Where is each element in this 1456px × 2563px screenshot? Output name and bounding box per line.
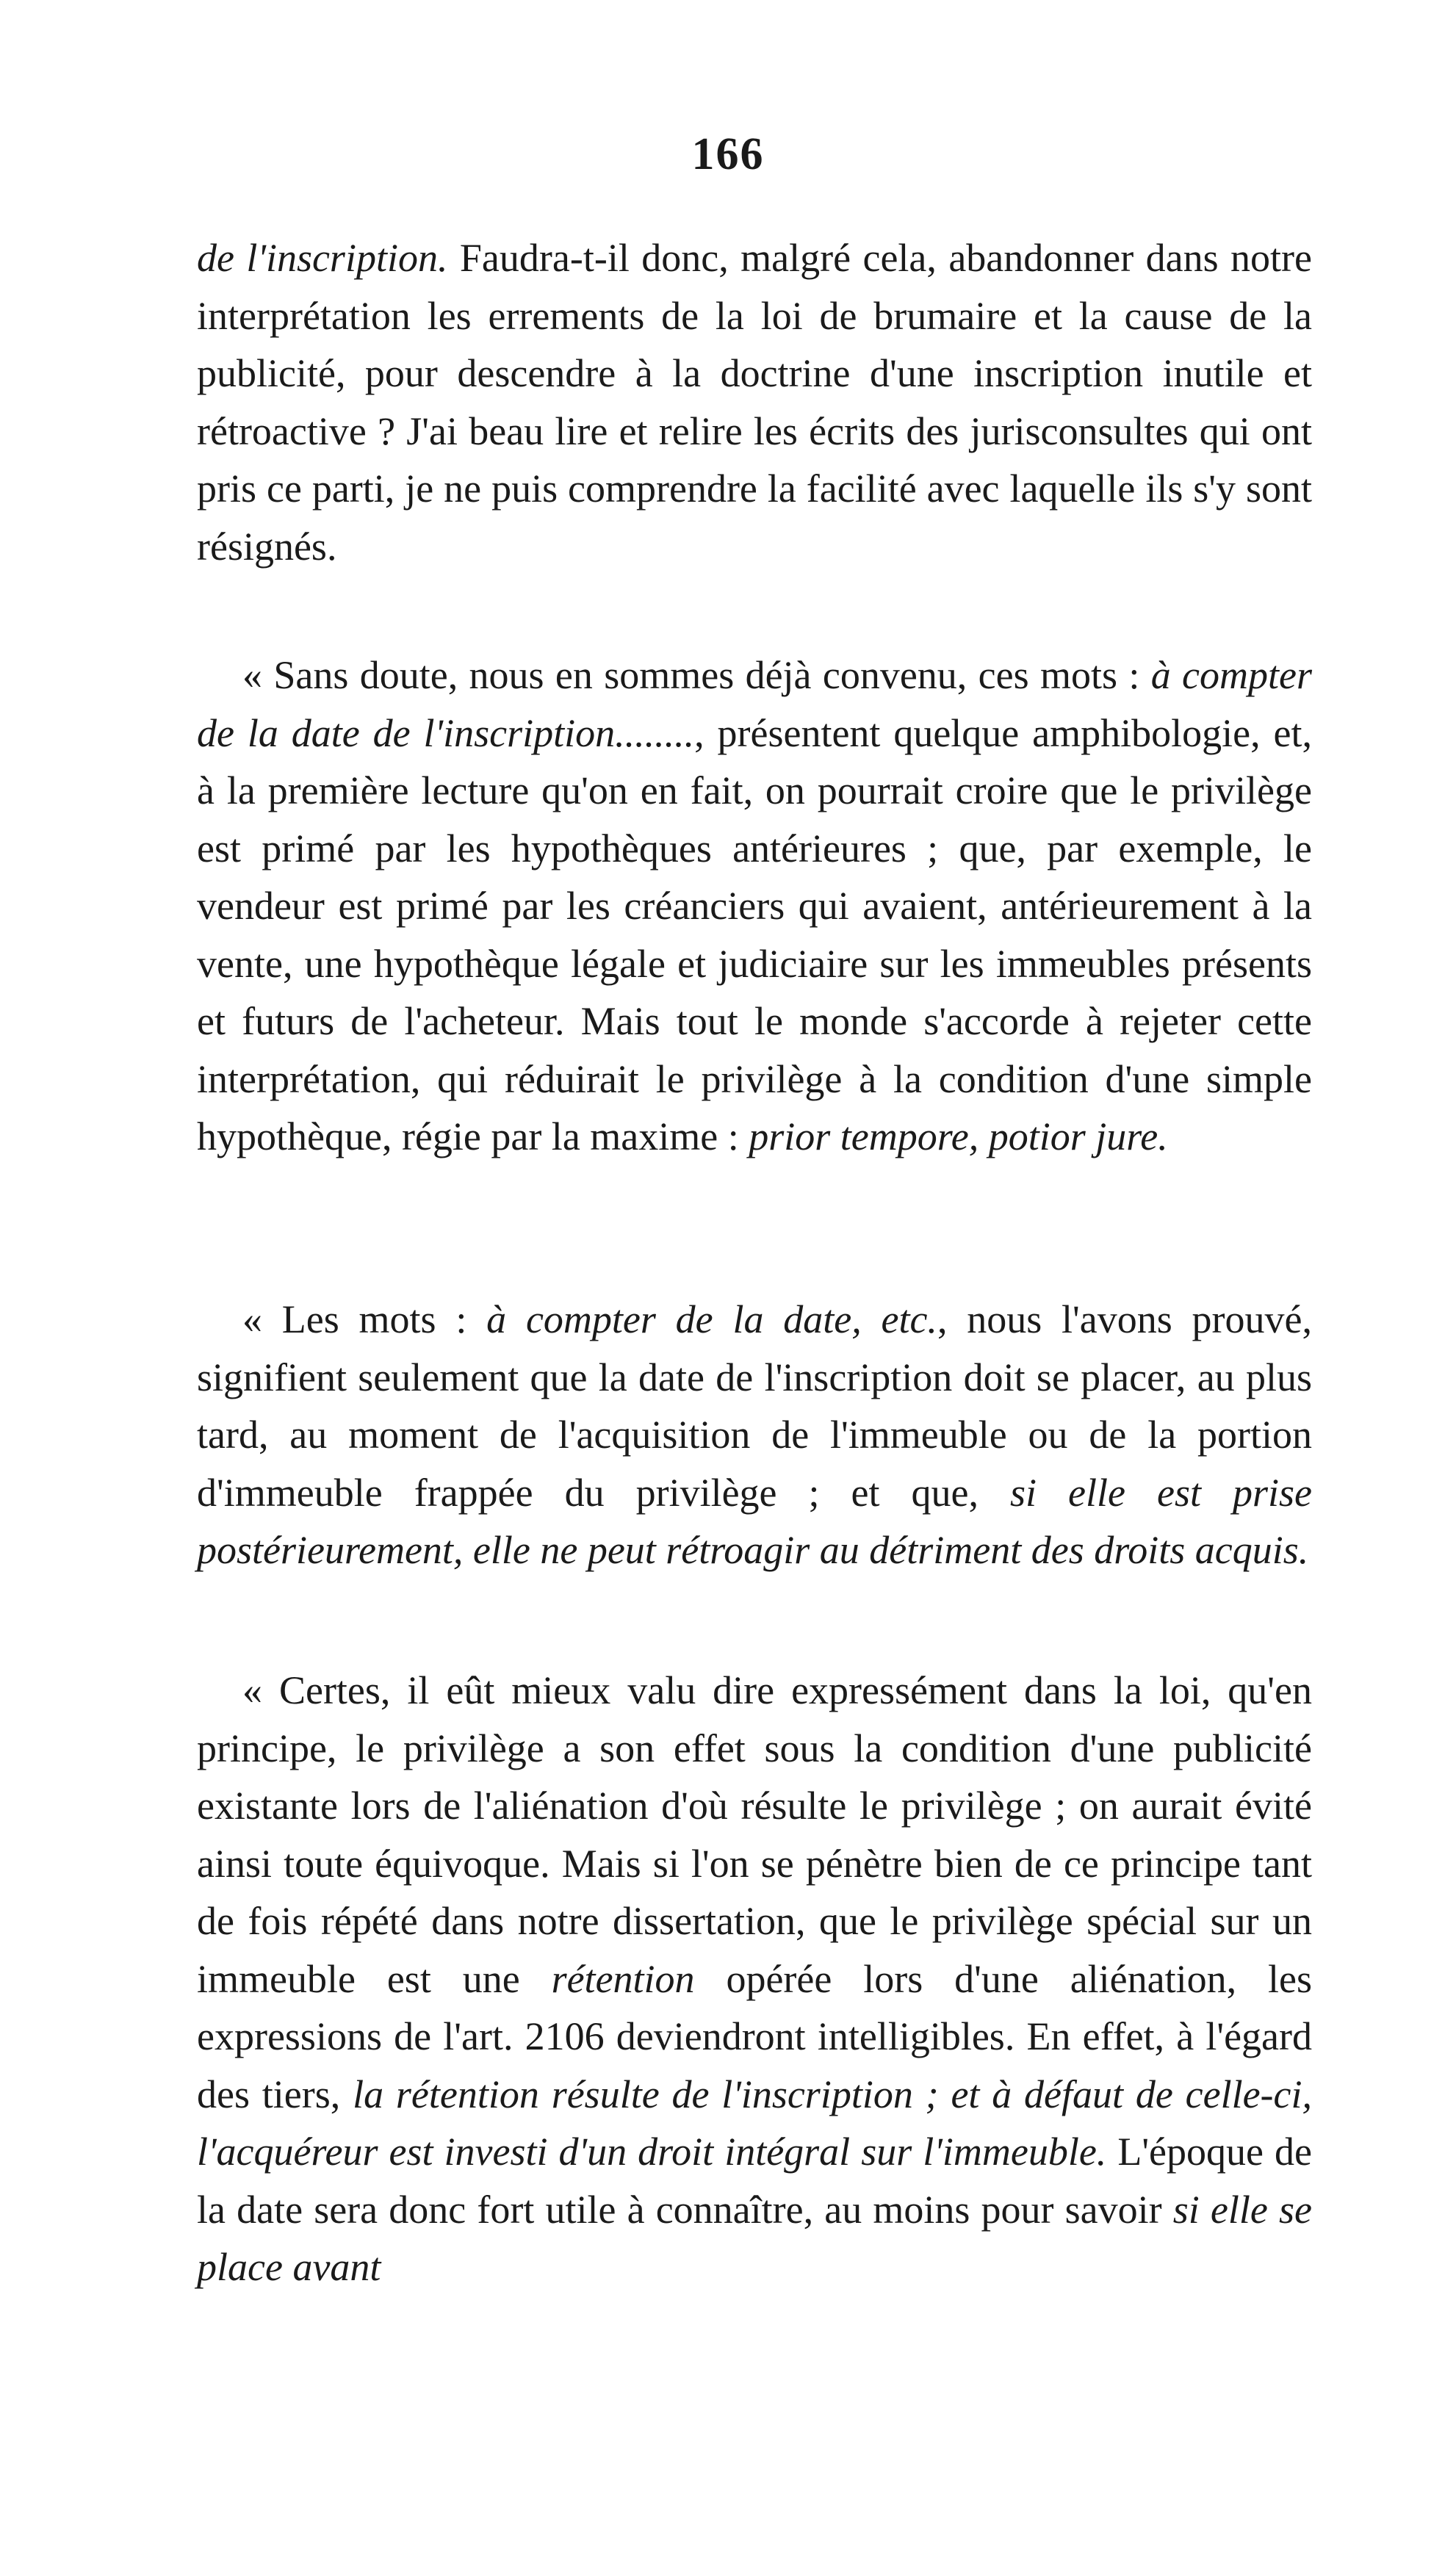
italic-segment: à compter de la date, etc. [486, 1297, 937, 1341]
text-segment: « Sans doute, nous en sommes déjà convenu, ces mots : [242, 653, 1151, 697]
italic-segment: rétention [551, 1956, 695, 2001]
italic-segment: si elle est prise postérieurement, elle ne peut rétroagir au détriment des droits acquis. [197, 1470, 1312, 1572]
paragraph-2 [197, 646, 1312, 1166]
text-segment: opérée lors d'une aliénation, les expressions de l'art. 2106 deviendront intelligibles. En effet, à l'égard des tiers, [197, 1956, 1312, 2116]
italic-segment: à compter de la date de l'inscription........ [197, 653, 1312, 755]
paragraph-text [197, 229, 1312, 575]
paragraph-4 [197, 1662, 1312, 2296]
paragraph-3 [197, 1291, 1312, 1579]
italic-segment: si elle se place avant [197, 2187, 1312, 2289]
page-number: 166 [691, 129, 765, 179]
italic-segment: de l'inscription. [197, 236, 448, 280]
paragraph-text [197, 1662, 1312, 2296]
paragraph-text [197, 646, 1312, 1166]
italic-segment: prior tempore, potior jure. [749, 1114, 1168, 1158]
text-segment: « Certes, il eût mieux valu dire expressément dans la loi, qu'en principe, le privilège a son effet sous la condition d'une publicité existante lors de l'aliénation d'où résulte le privilège ; on aurait évité ainsi toute équivoque. Mais si l'on se pénètre bien de ce principe tant de fois répété dans notre dissertation, que le privilège spécial sur un immeuble est une [197, 1668, 1312, 2001]
paragraph-1 [197, 229, 1312, 575]
paragraph-text [197, 1291, 1312, 1579]
text-segment: , nous l'avons prouvé, signifient seulement que la date de l'inscription doit se placer, au plus tard, au moment de l'acquisition de l'immeuble ou de la portion d'immeuble frappée du privilège ; et que, [197, 1297, 1312, 1515]
text-segment: Faudra-t-il donc, malgré cela, abandonner dans notre interprétation les errements de la loi de brumaire et la cause de la publicité, pour descendre à la doctrine d'une inscription inutile et rétroactive ? J'ai beau lire et relire les écrits des jurisconsultes qui ont pris ce parti, je ne puis comprendre la facilité avec laquelle ils s'y sont résignés. [197, 236, 1313, 569]
text-segment: , présentent quelque amphibologie, et, à la première lecture qu'on en fait, on pourrait croire que le privilège est primé par les hypothèques antérieures ; que, par exemple, le vendeur est primé par les créanciers qui avaient, antérieurement à la vente, une hypothèque légale et judiciaire sur les immeubles présents et futurs de l'acheteur. Mais tout le monde s'accorde à rejeter cette interprétation, qui réduirait le privilège à la condition d'une simple hypothèque, régie par la maxime : [197, 710, 1312, 1158]
text-segment: « Les mots : [242, 1297, 487, 1341]
text-segment: L'époque de la date sera donc fort utile à connaître, au moins pour savoir [197, 2130, 1312, 2232]
italic-segment: la rétention résulte de l'inscription ; et à défaut de celle-ci, l'acquéreur est investi d'un droit intégral sur l'immeuble. [197, 2072, 1313, 2174]
